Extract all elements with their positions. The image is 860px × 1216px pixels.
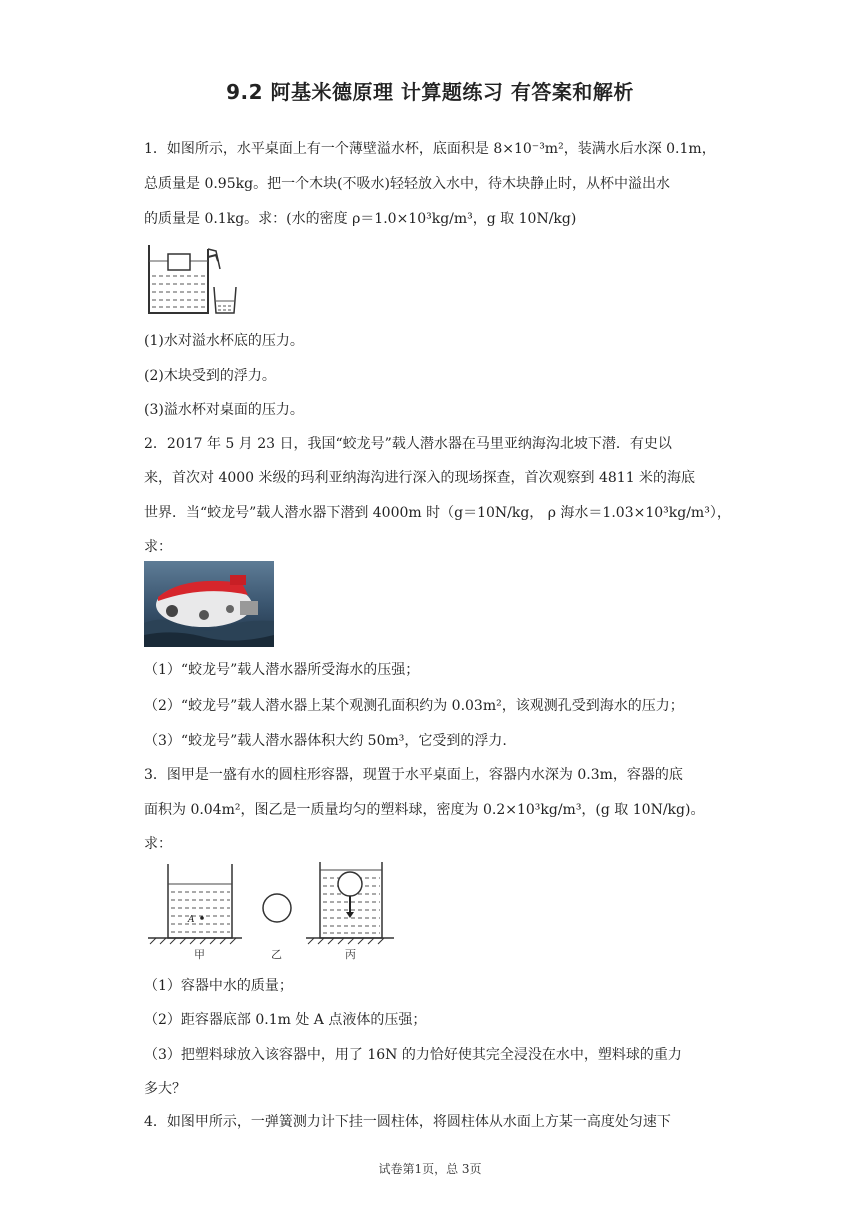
q1-line-2: 总质量是 0.95kg。把一个木块(不吸水)轻轻放入水中，待木块静止时，从杯中溢出水 bbox=[144, 176, 670, 192]
q3-sub-2: （2）距容器底部 0.1m 处 A 点液体的压强； bbox=[144, 1012, 427, 1028]
label-yi: 乙 bbox=[271, 948, 282, 961]
label-jia: 甲 bbox=[194, 948, 205, 961]
q2-line-2: 来，首次对 4000 米级的玛利亚纳海沟进行深入的现场探查，首次观察到 4811 米的海底 bbox=[144, 470, 696, 486]
label-bing: 丙 bbox=[345, 948, 356, 961]
q2-line-1: 2．2017 年 5 月 23 日，我国“蛟龙号”载人潜水器在马里亚纳海沟北坡下潜．有史以 bbox=[144, 436, 672, 452]
overflow-cup-figure bbox=[146, 243, 240, 315]
q3-sub-3a: （3）把塑料球放入该容器中，用了 16N 的力恰好使其完全浸没在水中，塑料球的重力 bbox=[144, 1047, 682, 1063]
q2-line-4: 求： bbox=[144, 539, 172, 555]
q1-sub-1: (1)水对溢水杯底的压力。 bbox=[144, 333, 304, 349]
q3-sub-3b: 多大？ bbox=[144, 1081, 186, 1097]
q1-sub-2: (2)木块受到的浮力。 bbox=[144, 368, 276, 384]
q1-sub-3: (3)溢水杯对桌面的压力。 bbox=[144, 402, 304, 418]
page-title: 9.2 阿基米德原理 计算题练习 有答案和解析 bbox=[226, 80, 634, 104]
q1-line-3: 的质量是 0.1kg。求：(水的密度 ρ＝1.0×10³kg/m³，g 取 10N/kg) bbox=[144, 211, 577, 227]
q2-sub-3: （3）“蛟龙号”载人潜水器体积大约 50m³，它受到的浮力. bbox=[144, 733, 507, 749]
q3-line-2: 面积为 0.04m²，图乙是一质量均匀的塑料球，密度为 0.2×10³kg/m³，(g 取 10N/kg)。 bbox=[144, 802, 705, 818]
q4-line-1: 4．如图甲所示，一弹簧测力计下挂一圆柱体，将圆柱体从水面上方某一高度处匀速下 bbox=[144, 1114, 671, 1130]
wood-block bbox=[168, 254, 190, 270]
q2-sub-2: （2）“蛟龙号”载人潜水器上某个观测孔面积约为 0.03m²，该观测孔受到海水的压力； bbox=[144, 698, 684, 714]
submersible-photo bbox=[144, 561, 274, 647]
point-a-label: A bbox=[188, 915, 195, 925]
q1-line-1: 1．如图所示，水平桌面上有一个薄壁溢水杯，底面积是 8×10⁻³m²，装满水后水深 0.1m， bbox=[144, 141, 716, 157]
q3-sub-1: （1）容器中水的质量； bbox=[144, 978, 293, 994]
containers-figure bbox=[146, 858, 396, 962]
page-footer: 试卷第1页，总 3页 bbox=[378, 1162, 482, 1176]
q2-line-3: 世界．当“蛟龙号”载人潜水器下潜到 4000m 时（g＝10N/kg， ρ 海水＝1.03×10³kg/m³）， bbox=[144, 505, 731, 521]
q3-line-1: 3．图甲是一盛有水的圆柱形容器，现置于水平桌面上，容器内水深为 0.3m，容器的底 bbox=[144, 767, 683, 783]
q2-sub-1: （1）“蛟龙号”载人潜水器所受海水的压强； bbox=[144, 662, 420, 678]
q3-line-3: 求： bbox=[144, 836, 172, 852]
plastic-ball bbox=[263, 894, 291, 922]
